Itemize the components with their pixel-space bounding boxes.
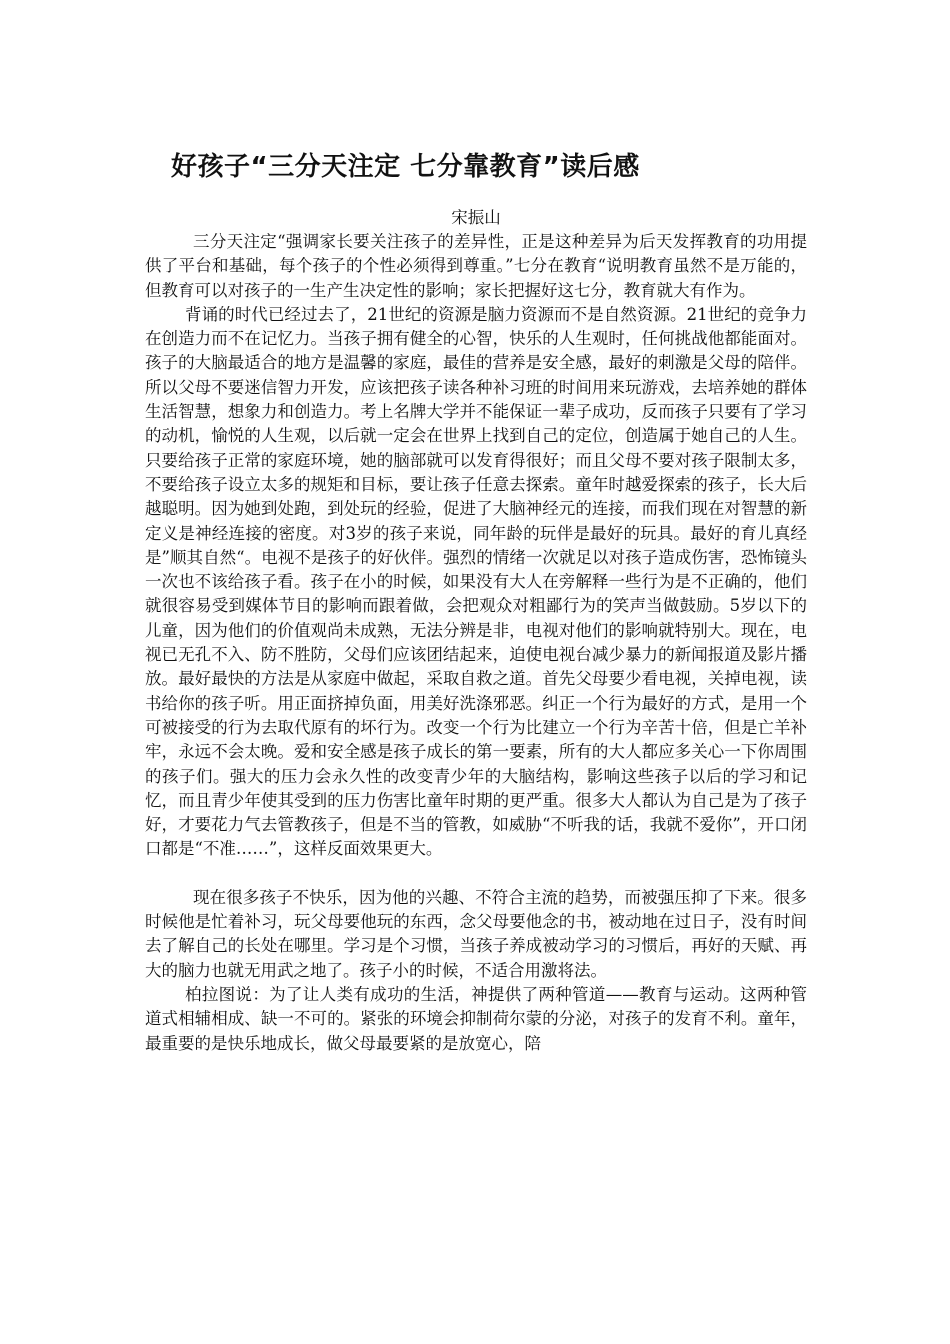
paragraph-body-3: 柏拉图说：为了让人类有成功的生活，神提供了两种管道——教育与运动。这两种管道式相辅相成、缺一不可的。紧张的环境会抑制荷尔蒙的分泌，对孩子的发育不利。童年，最重要的是快乐地成长，做父母最要紧的是放宽心，陪 <box>145 984 807 1053</box>
document-title: 好孩子“三分天注定 七分靠教育”读后感 <box>171 152 640 182</box>
paragraph-gap <box>145 862 807 886</box>
paragraph-body-1: 背诵的时代已经过去了，21世纪的资源是脑力资源而不是自然资源。21世纪的竞争力在创造力而不在记忆力。当孩子拥有健全的心智，快乐的人生观时，任何挑战他都能面对。孩子的大脑最适合的地方是温馨的家庭，最佳的营养是安全感，最好的刺激是父母的陪伴。所以父母不要迷信智力开发，应该把孩子读各种补习班的时间用来玩游戏，去培养她的群体生活智慧，想象力和创造力。考上名牌大学并不能保证一辈子成功，反而孩子只要有了学习的动机，愉悦的人生观，以后就一定会在世界上找到自己的定位，创造属于她自己的人生。只要给孩子正常的家庭环境，她的脑部就可以发育得很好；而且父母不要对孩子限制太多，不要给孩子设立太多的规矩和目标，要让孩子任意去探索。童年时越爱探索的孩子，长大后越聪明。因为她到处跑，到处玩的经验，促进了大脑神经元的连接，而我们现在对智慧的新定义是神经连接的密度。对3岁的孩子来说，同年龄的玩伴是最好的玩具。最好的育儿真经是”顺其自然“。电视不是孩子的好伙伴。强烈的情绪一次就足以对孩子造成伤害，恐怖镜头一次也不该给孩子看。孩子在小的时候，如果没有大人在旁解释一些行为是不正确的，他们就很容易受到媒体节目的影响而跟着做，会把观众对粗鄙行为的笑声当做鼓励。5岁以下的儿童，因为他们的价值观尚未成熟，无法分辨是非，电视对他们的影响就特别大。现在，电视已无孔不入、防不胜防，父母们应该团结起来，迫使电视台减少暴力的新闻报道及影片播放。最好最快的方法是从家庭中做起，采取自救之道。首先父母要少看电视，关掉电视，读书给你的孩子听。用正面挤掉负面，用美好洗涤邪恶。纠正一个行为最好的方式，是用一个可被接受的行为去取代原有的坏行为。改变一个行为比建立一个行为辛苦十倍，但是亡羊补牢，永远不会太晚。爱和安全感是孩子成长的第一要素，所有的大人都应多关心一下你周围的孩子们。强大的压力会永久性的改变青少年的大脑结构，影响这些孩子以后的学习和记忆，而且青少年使其受到的压力伤害比童年时期的更严重。很多大人都认为自己是为了孩子好，才要花力气去管教孩子，但是不当的管教，如威胁“不听我的话，我就不爱你”，开口闭口都是“不准……”，这样反面效果更大。 <box>145 304 807 859</box>
paragraph-body-2: 现在很多孩子不快乐，因为他的兴趣、不符合主流的趋势，而被强压抑了下来。很多时候他是忙着补习，玩父母要他玩的东西，念父母要他念的书，被动地在过日子，没有时间去了解自己的长处在哪里。学习是个习惯，当孩子养成被动学习的习惯后，再好的天赋、再大的脑力也就无用武之地了。孩子小的时候，不适合用激将法。 <box>145 887 807 980</box>
document-author: 宋振山 <box>451 208 501 227</box>
paragraph-intro: 三分天注定“强调家长要关注孩子的差异性，正是这种差异为后天发挥教育的功用提供了平台和基础，每个孩子的个性必须得到尊重。”七分在教育“说明教育虽然不是万能的，但教育可以对孩子的一生产生决定性的影响；家长把握好这七分，教育就大有作为。 <box>145 232 807 300</box>
document-page <box>145 150 807 1056</box>
